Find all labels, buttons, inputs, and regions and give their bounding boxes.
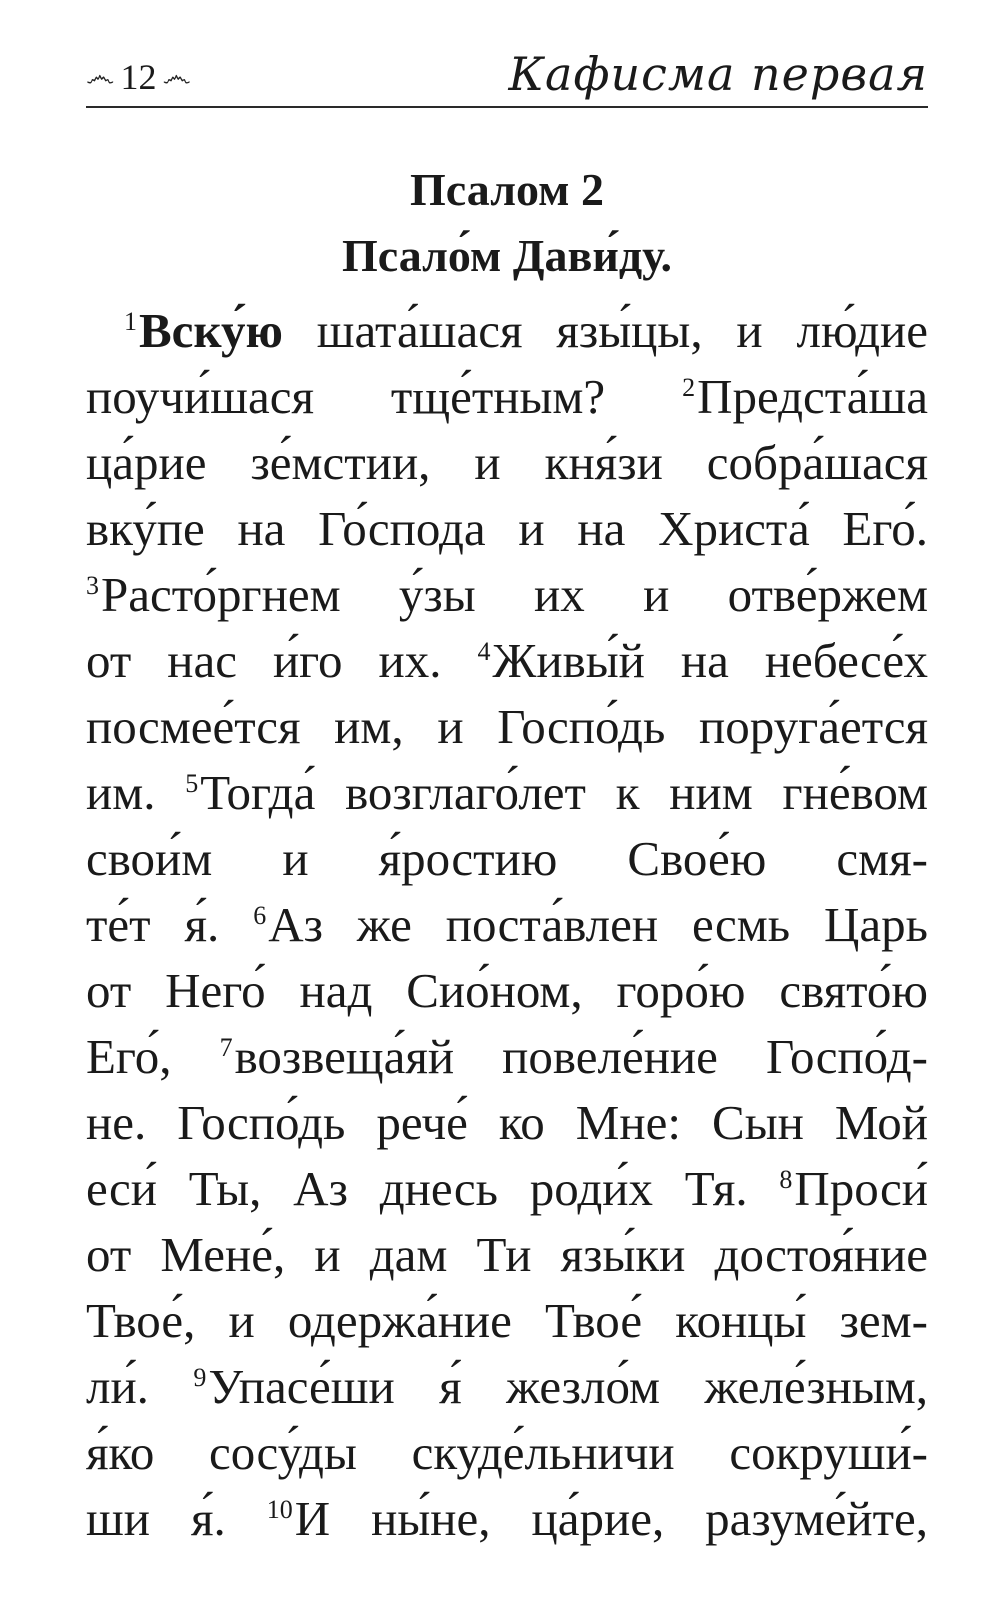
line-text: Его́, bbox=[86, 1029, 220, 1084]
line-text: шата́шася язы́цы, и лю́дие bbox=[282, 303, 928, 358]
text-line bbox=[86, 1024, 928, 1090]
page-number-group bbox=[86, 52, 191, 102]
text-line bbox=[86, 364, 928, 430]
text-line bbox=[86, 298, 928, 364]
line-text: Расто́ргнем у́зы их и отве́ржем bbox=[101, 567, 928, 622]
text-line bbox=[86, 562, 928, 628]
line-text: Упасе́ши я́ жезло́м желе́зным, bbox=[208, 1359, 928, 1414]
line-text: те́т я́. bbox=[86, 897, 254, 952]
verse-number: 9 bbox=[193, 1362, 207, 1392]
text-line bbox=[86, 1486, 928, 1552]
page-number: 12 bbox=[120, 57, 157, 97]
line-text: от нас и́го их. bbox=[86, 633, 478, 688]
line-text: Проси́ bbox=[794, 1161, 928, 1216]
psalm-number-title: Псалом 2 bbox=[410, 164, 604, 215]
flourish-left-icon: ෴ bbox=[86, 60, 115, 93]
verse-number: 2 bbox=[682, 372, 696, 402]
line-text: Предста́ша bbox=[697, 369, 928, 424]
verse-number: 8 bbox=[779, 1164, 793, 1194]
line-text: Аз же поста́влен есмь Царь bbox=[268, 897, 928, 952]
verse-number: 5 bbox=[185, 768, 199, 798]
text-line: Твое́, и одержа́ние Твое́ концы́ зем- bbox=[86, 1293, 928, 1348]
line-text: ли́. bbox=[86, 1359, 194, 1414]
running-header bbox=[86, 44, 928, 108]
running-head-title: Кафисма первая bbox=[508, 47, 928, 101]
text-line bbox=[86, 1156, 928, 1222]
text-line bbox=[86, 760, 928, 826]
flourish-right-icon: ෴ bbox=[162, 60, 191, 93]
text-line: не. Госпо́дь рече́ ко Мне: Сын Мой bbox=[86, 1095, 928, 1150]
line-text: ши я́. bbox=[86, 1491, 267, 1546]
text-line bbox=[86, 628, 928, 694]
verse-number: 1 bbox=[124, 306, 137, 336]
line-text: еси́ Ты, Аз днесь роди́х Тя. bbox=[86, 1161, 780, 1216]
line-text: возвеща́яй повеле́ние Госпо́д- bbox=[234, 1029, 928, 1084]
text-line: свои́м и я́ростию Свое́ю смя- bbox=[86, 831, 928, 886]
text-line: вку́пе на Го́спода и на Христа́ Его́. bbox=[86, 501, 928, 556]
text-line bbox=[86, 892, 928, 958]
text-line: я́ко сосу́ды скуде́льничи сокруши́- bbox=[86, 1425, 928, 1480]
verse-number: 6 bbox=[253, 900, 267, 930]
verse-number: 4 bbox=[477, 636, 491, 666]
line-text: поучи́шася тще́тным? bbox=[86, 369, 683, 424]
verse-number: 3 bbox=[86, 570, 99, 600]
text-line: от Него́ над Сио́ном, горо́ю свято́ю bbox=[86, 963, 928, 1018]
text-line bbox=[86, 1354, 928, 1420]
text-line: ца́рие зе́мстии, и кня́зи собра́шася bbox=[86, 435, 928, 490]
initial-word: Вску́ю bbox=[139, 303, 283, 358]
line-text: И ны́не, ца́рие, разуме́йте, bbox=[294, 1491, 929, 1546]
text-line: от Мене́, и дам Ти язы́ки достоя́ние bbox=[86, 1227, 928, 1282]
verse-number: 10 bbox=[266, 1494, 293, 1524]
line-text: им. bbox=[86, 765, 186, 820]
line-text: Живы́й на небесе́х bbox=[492, 633, 928, 688]
verse-number: 7 bbox=[219, 1032, 233, 1062]
line-text: Тогда́ возглаго́лет к ним гне́вом bbox=[200, 765, 928, 820]
text-line: посмее́тся им, и Госпо́дь поруга́ется bbox=[86, 699, 928, 754]
psalm-text bbox=[86, 298, 928, 1552]
psalm-subtitle: Псало́м Дави́ду. bbox=[341, 230, 673, 281]
